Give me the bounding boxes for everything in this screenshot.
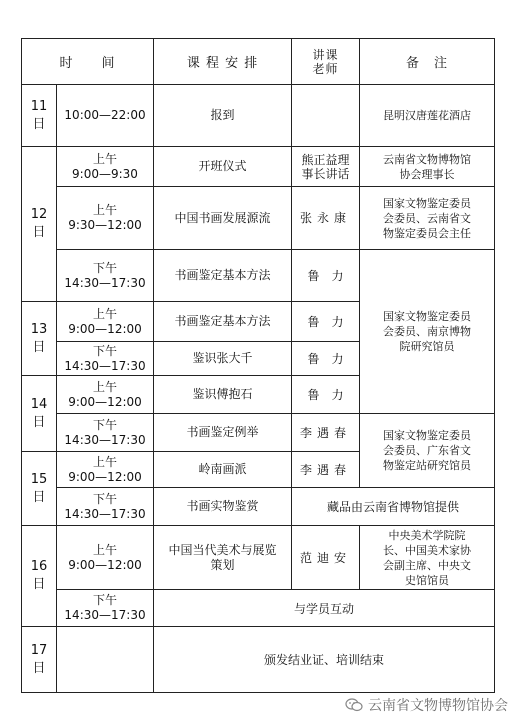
- note-cell: 云南省文物博物馆 协会理事长: [360, 147, 495, 187]
- watermark: [345, 695, 508, 715]
- day-cell-13: 13 日: [22, 302, 57, 376]
- time-cell: 10:00—22:00: [57, 85, 154, 147]
- course-cell: 中国书画发展源流: [154, 187, 292, 250]
- note-cell: 国家文物鉴定委员 会委员、广东省文 物鉴定站研究馆员: [360, 414, 495, 488]
- time-cell: [57, 627, 154, 693]
- course-cell: 书画鉴定基本方法: [154, 302, 292, 342]
- course-cell: 书画实物鉴赏: [154, 488, 292, 526]
- span-cell: 与学员互动: [154, 590, 495, 627]
- watermark-text: 云南省文物博物馆协会: [368, 698, 508, 714]
- course-cell: 中国当代美术与展览 策划: [154, 526, 292, 590]
- table-row: [22, 187, 495, 250]
- span-cell: 藏品由云南省博物馆提供: [292, 488, 495, 526]
- merged-note-cell: 国家文物鉴定委员 会委员、南京博物 院研究馆员: [360, 250, 495, 414]
- time-cell: 下午 14:30—17:30: [57, 342, 154, 376]
- time-cell: 下午 14:30—17:30: [57, 590, 154, 627]
- table-row: [22, 488, 495, 526]
- table-row: [22, 147, 495, 187]
- chat-bubbles-icon: [345, 698, 363, 712]
- lecturer-cell: 鲁 力: [292, 376, 360, 414]
- span-cell: 颁发结业证、培训结束: [154, 627, 495, 693]
- table-row: [22, 590, 495, 627]
- table-row: [22, 250, 495, 302]
- course-cell: 开班仪式: [154, 147, 292, 187]
- course-cell: 鉴识张大千: [154, 342, 292, 376]
- time-cell: 上午 9:30—12:00: [57, 187, 154, 250]
- day-cell-12: 12 日: [22, 147, 57, 302]
- time-cell: 下午 14:30—17:30: [57, 414, 154, 452]
- table-row: [22, 627, 495, 693]
- table-row: [22, 414, 495, 452]
- course-cell: 书画鉴定基本方法: [154, 250, 292, 302]
- day-cell-16: 16 日: [22, 526, 57, 627]
- day-cell-14: 14 日: [22, 376, 57, 452]
- table-row: [22, 85, 495, 147]
- header-time: 时 间: [22, 39, 154, 85]
- lecturer-cell: 张永康: [292, 187, 360, 250]
- lecturer-cell: 李遇春: [292, 452, 360, 488]
- lecturer-cell: 鲁 力: [292, 342, 360, 376]
- table-row: [22, 526, 495, 590]
- course-cell: 岭南画派: [154, 452, 292, 488]
- header-note: 备 注: [360, 39, 495, 85]
- header-lecturer: 讲课 老师: [292, 39, 360, 85]
- time-cell: 上午 9:00—12:00: [57, 376, 154, 414]
- time-cell: 下午 14:30—17:30: [57, 250, 154, 302]
- day-cell-15: 15 日: [22, 452, 57, 526]
- note-cell: 昆明汉唐莲花酒店: [360, 85, 495, 147]
- day-cell-11: 11 日: [22, 85, 57, 147]
- schedule-table: [21, 38, 495, 693]
- header-course: 课 程 安 排: [154, 39, 292, 85]
- time-cell: 上午 9:00—12:00: [57, 526, 154, 590]
- course-cell: 鉴识傅抱石: [154, 376, 292, 414]
- lecturer-cell: 鲁 力: [292, 250, 360, 302]
- time-cell: 上午 9:00—12:00: [57, 452, 154, 488]
- lecturer-cell: 鲁 力: [292, 302, 360, 342]
- lecturer-cell: 熊正益理 事长讲话: [292, 147, 360, 187]
- course-cell: 报到: [154, 85, 292, 147]
- course-cell: 书画鉴定例举: [154, 414, 292, 452]
- lecturer-cell: 范迪安: [292, 526, 360, 590]
- lecturer-cell: [292, 85, 360, 147]
- time-cell: 上午 9:00—9:30: [57, 147, 154, 187]
- day-cell-17: 17 日: [22, 627, 57, 693]
- time-cell: 下午 14:30—17:30: [57, 488, 154, 526]
- time-cell: 上午 9:00—12:00: [57, 302, 154, 342]
- note-cell: 国家文物鉴定委员 会委员、云南省文 物鉴定委员会主任: [360, 187, 495, 250]
- table-header-row: [22, 39, 495, 85]
- lecturer-cell: 李遇春: [292, 414, 360, 452]
- note-cell: 中央美术学院院 长、中国美术家协 会副主席、中央文 史馆馆员: [360, 526, 495, 590]
